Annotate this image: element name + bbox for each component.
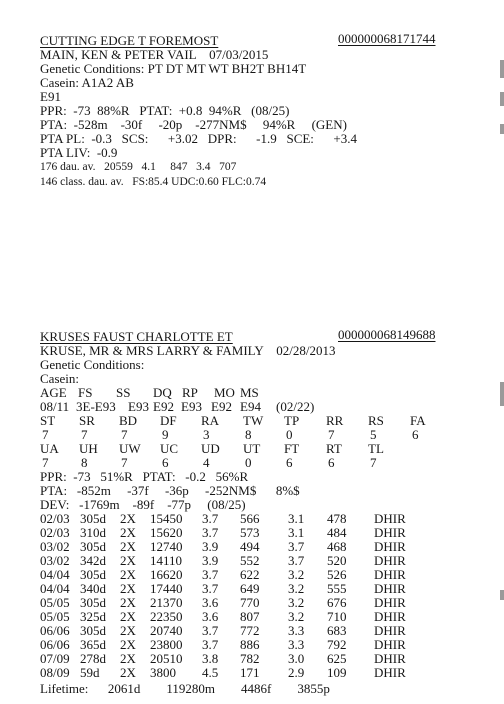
lactation-cell: 649 [240, 581, 260, 596]
classification-values [40, 400, 460, 414]
scan-edge-mark [500, 92, 504, 106]
lactation-cell: 807 [240, 609, 260, 624]
classification-header [40, 386, 460, 400]
lactation-row [40, 526, 460, 540]
linear-trait-label: SR [79, 413, 95, 428]
lactation-cell: 59d [80, 665, 100, 680]
linear-trait-value: 4 [203, 455, 210, 470]
lactation-row [40, 638, 460, 652]
linear-trait-value: 6 [412, 427, 419, 442]
linear-trait-label: ST [40, 413, 56, 428]
lactation-cell: 622 [240, 567, 260, 582]
animal-name: KRUSES FAUST CHARLOTTE ET [40, 329, 233, 344]
lactation-cell: 02/03 [40, 511, 70, 526]
linear-trait-label: BD [119, 413, 138, 428]
linear-trait-value: 7 [42, 427, 49, 442]
linear-trait-label: UH [79, 441, 98, 456]
lactation-cell: 305d [80, 623, 106, 638]
lactation-cell: DHIR [374, 665, 406, 680]
lactation-cell: 04/04 [40, 567, 70, 582]
lactation-cell: 3.7 [202, 623, 219, 638]
lactation-cell: 305d [80, 511, 106, 526]
lactation-table [40, 512, 460, 682]
linear-trait-value: 6 [328, 455, 335, 470]
linear-trait-label: TL [368, 441, 384, 456]
lactation-cell: 17440 [150, 581, 183, 596]
linear-trait-value: 5 [370, 427, 377, 442]
owner-line: MAIN, KEN & PETER VAIL 07/03/2015 [40, 47, 269, 62]
lactation-cell: 4.5 [202, 665, 219, 680]
lactation-cell: 710 [327, 609, 347, 624]
lactation-row [40, 554, 460, 568]
classification-value: E94 [240, 399, 261, 414]
linear-trait-label: TW [243, 413, 264, 428]
lactation-cell: 06/06 [40, 637, 70, 652]
lactation-row [40, 540, 460, 554]
lactation-cell: 21370 [150, 595, 183, 610]
lactation-cell: 2X [120, 525, 136, 540]
lactation-cell: 16620 [150, 567, 183, 582]
lactation-cell: 683 [327, 623, 347, 638]
lactation-cell: 02/03 [40, 525, 70, 540]
lactation-cell: DHIR [374, 553, 406, 568]
lactation-cell: 3.2 [288, 581, 305, 596]
classification-value: E92 [211, 399, 232, 414]
classification-label: SS [116, 385, 131, 400]
lactation-cell: 278d [80, 651, 106, 666]
lactation-cell: 484 [327, 525, 347, 540]
lactation-cell: DHIR [374, 609, 406, 624]
classification-label: RP [182, 385, 198, 400]
linear-trait-label: RA [201, 413, 220, 428]
lactation-cell: 3.3 [288, 637, 305, 652]
lactation-cell: 792 [327, 637, 347, 652]
lactation-cell: 310d [80, 525, 106, 540]
lactation-cell: 23800 [150, 637, 183, 652]
lactation-cell: 3.8 [202, 651, 219, 666]
lactation-cell: 566 [240, 511, 260, 526]
linear-traits-labels-2 [40, 442, 460, 456]
classification-label: AGE [40, 385, 67, 400]
animal-name: CUTTING EDGE T FOREMOST [40, 33, 219, 48]
classification-value: E93 [128, 399, 149, 414]
lactation-cell: 3.7 [288, 539, 305, 554]
lactation-cell: DHIR [374, 637, 406, 652]
scan-edge-mark [500, 590, 504, 600]
lactation-cell: 109 [327, 665, 347, 680]
lactation-cell: 770 [240, 595, 260, 610]
linear-trait-label: UT [243, 441, 261, 456]
lactation-cell: 2X [120, 665, 136, 680]
lactation-row [40, 652, 460, 666]
lactation-cell: DHIR [374, 651, 406, 666]
lactation-cell: 305d [80, 567, 106, 582]
lactation-cell: DHIR [374, 623, 406, 638]
lactation-cell: 3800 [150, 665, 176, 680]
lactation-cell: 886 [240, 637, 260, 652]
linear-trait-value: 8 [81, 455, 88, 470]
linear-trait-label: RT [326, 441, 342, 456]
lactation-cell: 3.1 [288, 511, 305, 526]
lactation-cell: 3.7 [202, 525, 219, 540]
pta-pl-line: PTA PL: -0.3 SCS: +3.02 DPR: -1.9 SCE: +3.4 [40, 131, 358, 146]
lactation-cell: 3.0 [288, 651, 305, 666]
linear-trait-value: 9 [162, 427, 169, 442]
lactation-cell: 15620 [150, 525, 183, 540]
lactation-cell: 3.2 [288, 595, 305, 610]
linear-trait-label: UC [160, 441, 179, 456]
lactation-cell: 3.2 [288, 567, 305, 582]
classification-value: (02/22) [276, 399, 315, 414]
lactation-cell: 3.6 [202, 609, 219, 624]
lactation-cell: 305d [80, 539, 106, 554]
casein: Casein: [40, 371, 79, 386]
linear-trait-label: RR [326, 413, 344, 428]
linear-trait-value: 7 [328, 427, 335, 442]
pta-line: PTA: -528m -30f -20p -277NM$ 94%R (GEN) [40, 117, 347, 132]
linear-trait-value: 6 [162, 455, 169, 470]
scan-edge-mark [500, 124, 504, 134]
linear-trait-value: 7 [81, 427, 88, 442]
linear-trait-label: UA [40, 441, 59, 456]
linear-trait-label: RS [368, 413, 384, 428]
classification-value: E93 [181, 399, 202, 414]
classification-label: MO [214, 385, 235, 400]
lactation-row [40, 610, 460, 624]
linear-trait-value: 6 [286, 455, 293, 470]
lactation-row [40, 512, 460, 526]
linear-traits-labels-1 [40, 414, 460, 428]
lactation-cell: 676 [327, 595, 347, 610]
lactation-row [40, 596, 460, 610]
lactation-cell: 15450 [150, 511, 183, 526]
lactation-cell: 2X [120, 595, 136, 610]
lactation-cell: 573 [240, 525, 260, 540]
lactation-cell: 520 [327, 553, 347, 568]
lactation-cell: 552 [240, 553, 260, 568]
scan-edge-mark [500, 60, 504, 78]
linear-trait-label: UW [119, 441, 141, 456]
linear-trait-label: FA [410, 413, 426, 428]
linear-trait-value: 7 [42, 455, 49, 470]
lactation-cell: 2X [120, 623, 136, 638]
classified-daughter-average: 146 class. dau. av. FS:85.4 UDC:0.60 FLC:0.74 [40, 176, 267, 188]
lactation-cell: 20740 [150, 623, 183, 638]
lactation-cell: 14110 [150, 553, 183, 568]
lactation-cell: 2X [120, 581, 136, 596]
lactation-cell: 3.6 [202, 595, 219, 610]
linear-trait-value: 3 [203, 427, 210, 442]
lactation-cell: 12740 [150, 539, 183, 554]
classification-value: E92 [153, 399, 174, 414]
lactation-cell: 2X [120, 567, 136, 582]
lactation-row [40, 582, 460, 596]
lactation-cell: 08/09 [40, 665, 70, 680]
genetic-conditions: Genetic Conditions: PT DT MT WT BH2T BH14T [40, 61, 307, 76]
lactation-cell: DHIR [374, 511, 406, 526]
lactation-cell: 3.2 [288, 609, 305, 624]
registration-number: 000000068149688 [338, 327, 436, 342]
lactation-cell: 171 [240, 665, 260, 680]
lactation-cell: 2X [120, 539, 136, 554]
linear-traits-values-1 [40, 428, 460, 442]
ppr-line: PPR: -73 88%R PTAT: +0.8 94%R (08/25) [40, 103, 290, 118]
linear-trait-label: UD [201, 441, 220, 456]
lactation-cell: DHIR [374, 581, 406, 596]
lactation-cell: 2X [120, 609, 136, 624]
lactation-cell: 3.7 [288, 553, 305, 568]
lactation-cell: DHIR [374, 525, 406, 540]
lactation-cell: 494 [240, 539, 260, 554]
lactation-cell: 05/05 [40, 595, 70, 610]
owner-line: KRUSE, MR & MRS LARRY & FAMILY 02/28/2013 [40, 343, 336, 358]
lactation-cell: 20510 [150, 651, 183, 666]
lactation-cell: 342d [80, 553, 106, 568]
lactation-cell: 22350 [150, 609, 183, 624]
scan-edge-mark [500, 382, 504, 406]
lactation-cell: 07/09 [40, 651, 70, 666]
classification-label: FS [78, 385, 93, 400]
lactation-cell: 3.7 [202, 581, 219, 596]
lactation-cell: 05/05 [40, 609, 70, 624]
lactation-row [40, 624, 460, 638]
lactation-cell: 772 [240, 623, 260, 638]
linear-trait-label: TP [284, 413, 300, 428]
lactation-cell: 365d [80, 637, 106, 652]
registration-number: 000000068171744 [338, 31, 436, 46]
lactation-cell: 3.7 [202, 511, 219, 526]
lactation-cell: 3.7 [202, 637, 219, 652]
linear-trait-label: DF [160, 413, 177, 428]
classification-value: 08/11 [40, 399, 70, 414]
casein: Casein: A1A2 AB [40, 75, 134, 90]
lactation-cell: 03/02 [40, 553, 70, 568]
lactation-cell: 3.1 [288, 525, 305, 540]
dev-line: DEV: -1769m -89f -77p (08/25) [40, 497, 246, 512]
lactation-cell: DHIR [374, 567, 406, 582]
lactation-cell: 782 [240, 651, 260, 666]
lactation-cell: 555 [327, 581, 347, 596]
lactation-cell: 3.7 [202, 567, 219, 582]
lactation-cell: 2X [120, 553, 136, 568]
classification-label: DQ [153, 385, 172, 400]
linear-trait-value: 0 [245, 455, 252, 470]
lactation-cell: 305d [80, 595, 106, 610]
lactation-cell: 340d [80, 581, 106, 596]
lactation-cell: DHIR [374, 595, 406, 610]
lactation-cell: 526 [327, 567, 347, 582]
classification-score: E91 [40, 89, 61, 104]
lactation-cell: 3.9 [202, 553, 219, 568]
lactation-cell: 3.9 [202, 539, 219, 554]
lactation-cell: 03/02 [40, 539, 70, 554]
genetic-conditions: Genetic Conditions: [40, 357, 145, 372]
lactation-cell: DHIR [374, 539, 406, 554]
linear-trait-value: 7 [121, 427, 128, 442]
lactation-cell: 06/06 [40, 623, 70, 638]
lactation-cell: 04/04 [40, 581, 70, 596]
lactation-cell: 2X [120, 511, 136, 526]
pta-line: PTA: -852m -37f -36p -252NM$ 8%$ [40, 483, 300, 498]
linear-trait-label: FT [284, 441, 300, 456]
ppr-line: PPR: -73 51%R PTAT: -0.2 56%R [40, 469, 249, 484]
lactation-row [40, 666, 460, 680]
linear-traits-values-2 [40, 456, 460, 470]
lifetime-line: Lifetime: 2061d 119280m 4486f 3855p [40, 681, 330, 696]
lactation-cell: 468 [327, 539, 347, 554]
lactation-cell: 2X [120, 651, 136, 666]
pta-liv-line: PTA LIV: -0.9 [40, 145, 118, 160]
lactation-cell: 2X [120, 637, 136, 652]
lactation-cell: 325d [80, 609, 106, 624]
linear-trait-value: 7 [121, 455, 128, 470]
lactation-cell: 3.3 [288, 623, 305, 638]
lactation-row [40, 568, 460, 582]
linear-trait-value: 7 [370, 455, 377, 470]
lactation-cell: 478 [327, 511, 347, 526]
classification-label: MS [240, 385, 259, 400]
classification-value: 3E-E93 [76, 399, 116, 414]
linear-trait-value: 0 [286, 427, 293, 442]
lactation-cell: 625 [327, 651, 347, 666]
linear-trait-value: 8 [245, 427, 252, 442]
lactation-cell: 2.9 [288, 665, 305, 680]
daughter-average: 176 dau. av. 20559 4.1 847 3.4 707 [40, 161, 237, 173]
